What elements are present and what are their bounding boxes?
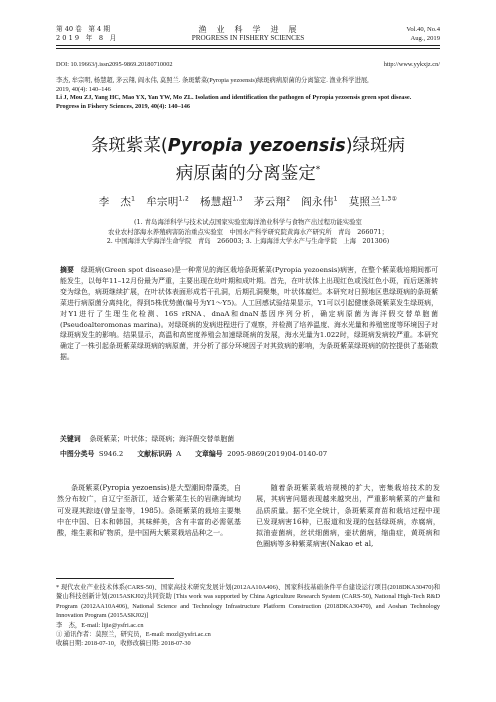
received-dates: 收稿日期: 2018-07-10，收修改稿日期: 2018-07-30 [56, 640, 191, 648]
body-left-text: 条斑紫菜(Pyropia yezoensis)是大型潮间带藻类，自然分布较广，自辽宁至浙江，适合紫菜生长的岩礁海域均可发现其踪迹(曾呈奎等，1985)。条斑紫菜的栽培主要集中在中国、日本和韩国，其味鲜美，含有丰富的必需氨基酸，维生素和矿物质，是中国两大紫菜栽培品种之一。 [57, 483, 241, 538]
funding-note: * 现代农业产业技术体系(CARS-50)、国家高技术研究发展计划(2012AA10A406)、国家科技基础条件平台建设运行项目(2018DKA30470)和鳌山科技创新计划(2015ASKJ02)共同资助 [This work was supported by China Agriculture Research System (CARS-50), National High-Tech R&D Program (2012AA10A406), National Science and Technology Infrastructure Platform Construction (2018DKA30470), and Aoshan Technology Innovation Program (2015ASKJ02)] [56, 584, 440, 620]
article-number: 文章编号 2095-9869(2019)04-0140-07 [195, 450, 328, 458]
author: 阎永伟$^1$ [301, 195, 338, 208]
citation-cn-2: 2019, 40(4): 140–146 [56, 85, 111, 93]
article-title [56, 134, 440, 186]
classification-codes [60, 449, 438, 459]
author: 莫照兰$^{1,3①}$ [348, 195, 398, 208]
author: 杨慧超$^{1,3}$ [200, 195, 243, 208]
title-line-2: 病原菌的分离鉴定* [175, 163, 321, 184]
affiliations [56, 218, 440, 247]
header-left [56, 25, 116, 43]
keywords-text: 条斑紫菜；叶状体；绿斑病；海洋假交替单胞菌 [89, 435, 235, 443]
doi-line [56, 61, 440, 70]
footnote [56, 583, 440, 649]
body-column-left [57, 482, 241, 538]
header-center [148, 25, 348, 43]
affiliation-1: (1. 青岛海洋科学与技术试点国家实验室海洋渔业科学与食物产出过程功能实验室 [134, 218, 362, 226]
header-rule [56, 45, 440, 46]
doi: DOI: 10.19663/j.issn2095-9869.20180710002 [56, 61, 173, 68]
header-date-cn: 2 0 1 9 年 8 月 [56, 34, 117, 42]
author: 牟宗明$^{1,2}$ [146, 195, 190, 208]
footnote-rule [56, 578, 174, 579]
abstract-label: 摘要 [60, 266, 74, 274]
keywords [60, 434, 438, 444]
clc-code: 中图分类号 S946.2 [60, 450, 124, 458]
title-line-1: 条斑紫菜(Pyropia yezoensis)绿斑病 [90, 136, 406, 156]
document-code: 文献标识码 A [137, 450, 182, 458]
header-date-en: Aug., 2019 [410, 35, 440, 42]
author: 李 杰$^1$ [98, 195, 136, 208]
header-volume-en: Vol.40, No.4 [406, 26, 440, 33]
affiliation-3: 2. 中国海洋大学海洋生命学院 青岛 266003; 3. 上海海洋大学水产与生命学院 上海 201306) [106, 237, 390, 245]
citation-cn-1: 李杰, 牟宗明, 杨慧超, 茅云翔, 阎永伟, 莫照兰. 条斑紫菜(Pyropia yezoensis)绿斑病病原菌的分离鉴定. 渔业科学进展, [56, 77, 369, 84]
title-footnote-mark: * [315, 165, 321, 175]
header-journal-en: PROGRESS IN FISHERY SCIENCES [191, 34, 305, 42]
citation-en-1: Li J, Mou ZJ, Yang HC, Mao YX, Yan YW, Mo ZL. Isolation and identification the pathogen of Pyropia yezoensis green spot disease. [56, 94, 412, 102]
author: 茅云翔$^2$ [253, 195, 291, 208]
affiliation-2: 农业农村部海水养殖病害防治重点实验室 中国水产科学研究院黄海水产研究所 青岛 266071； [107, 227, 389, 236]
abstract-text: 绿斑病(Green spot disease)是一种常见的海区栽培条斑紫菜(Pyropia yezoensis)病害，在整个紫菜栽培期间都可能发生，以每年11–12月份最为严重，主要出现在幼叶期和成叶期。首先，在叶状体上出现红色或浅红色小斑，而后逐渐转变为绿色，病斑继续扩展，在叶状体表面形成若干孔洞，后期孔洞聚集，叶状体腐烂。本研究对日照地区患绿斑病的条斑紫菜进行病原菌分离纯化，得到5株优势菌(编号为Y1～Y5)。人工回感试验结果显示，Y1可以引起健康条斑紫菜发生绿斑病，对Y1进行了生理生化检测、16S rRNA、dnaA和dnaN基因序列分析，确定病原菌为海洋假交替单胞菌(Pseudoalteromonas marina)。对绿斑病的发病进程进行了观察，并检测了培养温度、海水光量和养殖密度等环境因子对绿斑病发生的影响。结果显示，高温和高密度养殖会加速绿斑病的发展，海水光量为1.022时，绿斑病发病较严重。本研究确定了一株引起条斑紫菜绿斑病的病原菌，并分析了部分环境因子对其致病的影响，为条斑紫菜绿斑病的防控提供了基础数据。 [60, 266, 439, 362]
corresponding-author-note: ① 通讯作者：莫照兰，研究员，E-mail: mozl@ysfri.ac.cn [56, 631, 211, 639]
citation-en-2: Progress in Fishery Sciences, 2019, 40(4): 140–146 [56, 102, 191, 110]
header-rule-thin [56, 48, 440, 49]
abstract [60, 265, 438, 363]
keywords-label: 关键词 [60, 435, 81, 443]
first-author-note: 李 杰，E-mail: lijie@ysfri.ac.cn [56, 621, 144, 629]
citation-block [56, 77, 440, 111]
header-journal-cn: 渔 业 科 学 进 展 [198, 25, 298, 34]
body-column-right [256, 482, 440, 550]
journal-url[interactable]: http://www.yykxjz.cn/ [383, 61, 440, 68]
header-volume-cn: 第 40 卷 第 4 期 [56, 25, 110, 33]
header-right [406, 25, 440, 43]
author-list [56, 194, 440, 209]
body-right-text: 随着条斑紫菜栽培规模的扩大，密集栽培技术的发展，其病害问题表现越来越突出，严重影响紫菜的产量和品质质量。据不完全统计，条斑紫菜育苗和栽培过程中现已发现病害16种，已报道和发现的包括绿斑病，赤腐病，拟油壶菌病，丝状细菌病，壶状菌病，缩曲症，黄斑病和色圈病等多种紫菜病害(Nakao et al, [256, 483, 440, 549]
